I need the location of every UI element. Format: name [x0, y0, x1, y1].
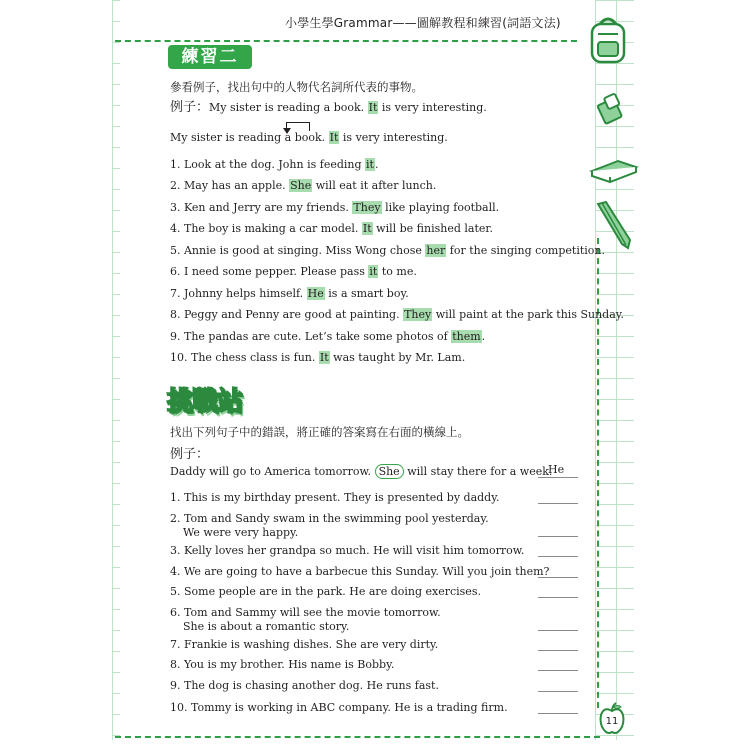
- challenge-example-pre: Daddy will go to America tomorrow.: [170, 465, 375, 478]
- item-text-pre: 7. Johnny helps himself.: [170, 287, 307, 300]
- item-text-post: for the singing competition.: [446, 244, 605, 257]
- challenge-item: [170, 658, 394, 672]
- item-text-pre: 6. I need some pepper. Please pass: [170, 265, 369, 278]
- exercise-item: [170, 158, 378, 172]
- sharpener-icon: [595, 92, 629, 126]
- item-pronoun-highlight: It: [362, 222, 372, 235]
- exercise-item: [170, 201, 499, 215]
- challenge-example-line: [170, 465, 552, 479]
- answer-blank[interactable]: [538, 630, 578, 631]
- challenge-example-answer: He: [548, 463, 565, 476]
- backpack-icon: [586, 14, 630, 66]
- challenge-example-label: 例子：: [170, 447, 210, 462]
- item-pronoun-highlight: She: [290, 179, 312, 192]
- item-pronoun-highlight: They: [353, 201, 381, 214]
- item-text-pre: 3. Ken and Jerry are my friends.: [170, 201, 353, 214]
- challenge-item: [170, 679, 439, 693]
- item-text-post: .: [481, 330, 486, 343]
- demo-post: is very interesting.: [339, 131, 448, 144]
- challenge-item-line1: 6. Tom and Sammy will see the movie tomorrow.: [170, 606, 441, 619]
- item-pronoun-highlight: It: [319, 351, 329, 364]
- bottom-dashed-border: [115, 736, 600, 738]
- item-text-pre: 10. The chess class is fun.: [170, 351, 319, 364]
- item-text-post: will eat it after lunch.: [312, 179, 437, 192]
- item-pronoun-highlight: them: [452, 330, 481, 343]
- item-text-pre: 4. The boy is making a car model.: [170, 222, 362, 235]
- book-icon: [588, 155, 640, 183]
- item-text-post: will paint at the park this Sunday.: [432, 308, 625, 321]
- exercise-item: [170, 222, 493, 236]
- challenge-item: [170, 565, 549, 579]
- answer-blank[interactable]: [538, 597, 578, 598]
- item-pronoun-highlight: her: [426, 244, 446, 257]
- page-number: 11: [605, 716, 619, 727]
- challenge-item-line2: We were very happy.: [183, 526, 299, 539]
- challenge-item: [170, 606, 441, 634]
- challenge-item-line1: 9. The dog is chasing another dog. He runs fast.: [170, 679, 439, 692]
- challenge-item-line1: 5. Some people are in the park. He are doing exercises.: [170, 585, 481, 598]
- answer-blank[interactable]: [538, 477, 578, 478]
- item-text-pre: 2. May has an apple.: [170, 179, 290, 192]
- exercise-item: [170, 287, 409, 301]
- challenge-item-line1: 7. Frankie is washing dishes. She are very dirty.: [170, 638, 439, 651]
- item-text-post: will be finished later.: [372, 222, 493, 235]
- exercise-instruction: 參看例子，找出句中的人物代名詞所代表的事物。: [170, 80, 423, 94]
- challenge-title: 挑戰站: [167, 387, 243, 417]
- challenge-item: [170, 544, 524, 558]
- exercise-tag: 練習二: [168, 45, 252, 69]
- pencil-icon: [592, 200, 634, 252]
- exercise-item: [170, 330, 485, 344]
- item-pronoun-highlight: it: [366, 158, 374, 171]
- answer-blank[interactable]: [538, 556, 578, 557]
- challenge-item: [170, 638, 438, 652]
- item-text-post: is a smart boy.: [324, 287, 409, 300]
- challenge-item-line2: She is about a romantic story.: [183, 620, 350, 633]
- challenge-item: [170, 701, 508, 715]
- challenge-item: [170, 585, 481, 599]
- demo-line: [170, 131, 448, 145]
- example-pre: My sister is reading a book.: [209, 101, 368, 114]
- item-text-post: to me.: [378, 265, 417, 278]
- exercise-item: [170, 244, 605, 258]
- example-line: [170, 101, 487, 115]
- answer-blank[interactable]: [538, 670, 578, 671]
- item-text-pre: 1. Look at the dog. John is feeding: [170, 158, 366, 171]
- page-header-title: 小學生學Grammar——圖解教程和練習(詞語文法): [285, 16, 561, 30]
- challenge-item-line1: 3. Kelly loves her grandpa so much. He will visit him tomorrow.: [170, 544, 525, 557]
- example-post: is very interesting.: [378, 101, 487, 114]
- item-text-post: .: [374, 158, 379, 171]
- challenge-item: [170, 491, 499, 505]
- challenge-item-line1: 2. Tom and Sandy swam in the swimming pool yesterday.: [170, 512, 489, 525]
- answer-blank[interactable]: [538, 691, 578, 692]
- circled-error: She: [375, 464, 404, 479]
- demo-book: book: [294, 131, 322, 144]
- challenge-instruction: 找出下列句子中的錯誤，將正確的答案寫在右面的橫線上。: [170, 425, 469, 439]
- exercise-item: [170, 179, 436, 193]
- item-pronoun-highlight: He: [307, 287, 324, 300]
- item-text-pre: 8. Peggy and Penny are good at painting.: [170, 308, 404, 321]
- answer-blank[interactable]: [538, 577, 578, 578]
- item-text-post: like playing football.: [381, 201, 500, 214]
- top-dashed-border: [115, 40, 577, 42]
- answer-blank[interactable]: [538, 713, 578, 714]
- answer-blank[interactable]: [538, 536, 578, 537]
- challenge-item-line1: 1. This is my birthday present. They is presented by daddy.: [170, 491, 500, 504]
- challenge-item: [170, 512, 489, 540]
- challenge-example-post: will stay there for a week.: [403, 465, 553, 478]
- item-text-pre: 9. The pandas are cute. Let’s take some photos of: [170, 330, 452, 343]
- item-pronoun-highlight: They: [404, 308, 432, 321]
- demo-highlight: It: [329, 131, 339, 144]
- item-pronoun-highlight: it: [369, 265, 378, 278]
- example-highlight: It: [368, 101, 378, 114]
- answer-blank[interactable]: [538, 650, 578, 651]
- exercise-item: [170, 265, 417, 279]
- exercise-item: [170, 351, 465, 365]
- challenge-item-line1: 8. You is my brother. His name is Bobby.: [170, 658, 395, 671]
- challenge-item-line1: 10. Tommy is working in ABC company. He is a trading firm.: [170, 701, 508, 714]
- demo-pre1: My sister is reading a: [170, 131, 295, 144]
- exercise-item: [170, 308, 624, 322]
- demo-pre2: .: [321, 131, 329, 144]
- example-label: 例子：: [170, 100, 210, 115]
- item-text-pre: 5. Annie is good at singing. Miss Wong chose: [170, 244, 426, 257]
- challenge-item-line1: 4. We are going to have a barbecue this Sunday. Will you join them?: [170, 565, 550, 578]
- item-text-post: was taught by Mr. Lam.: [329, 351, 466, 364]
- answer-blank[interactable]: [538, 503, 578, 504]
